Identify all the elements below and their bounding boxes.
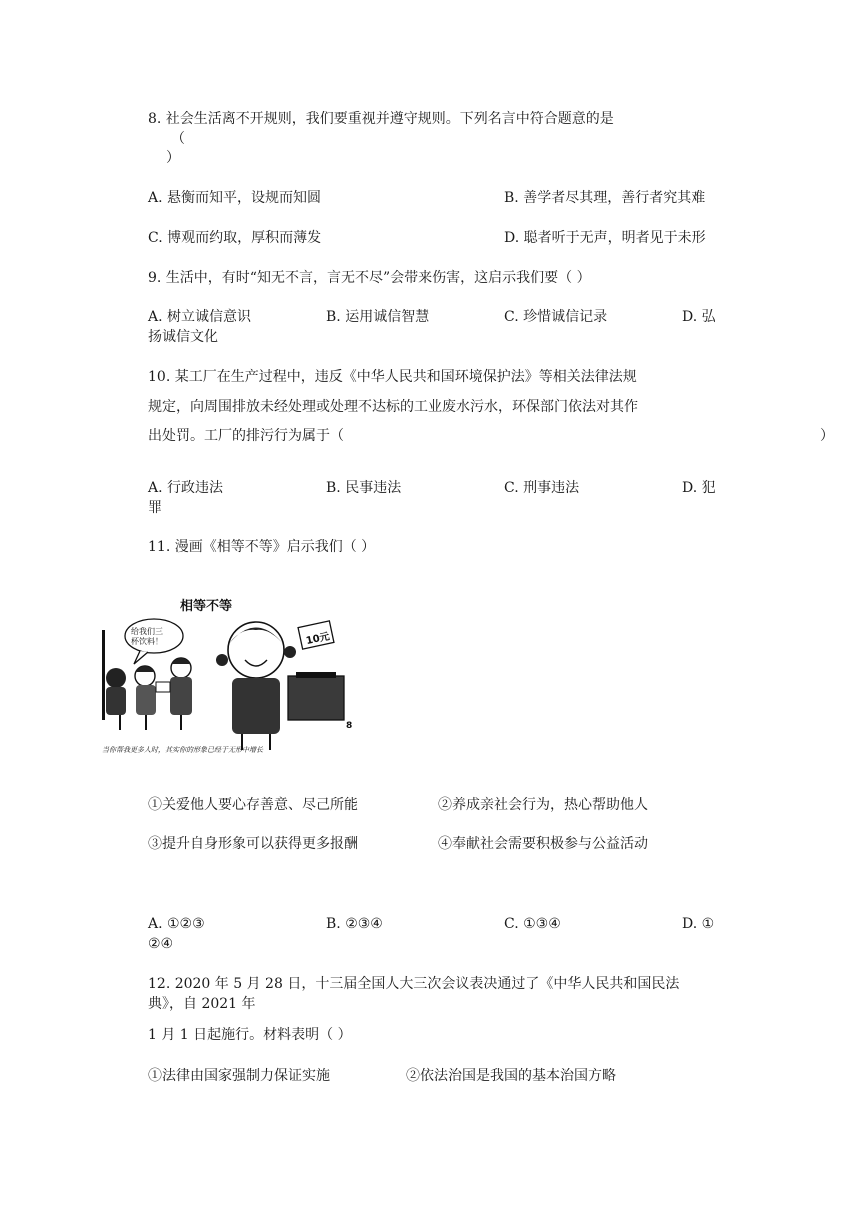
- q8-option-b: B. 善学者尽其理，善行者究其难: [504, 190, 706, 206]
- q11-option-c: C. ①③④: [504, 916, 561, 932]
- q9-stem: 9. 生活中，有时“知无不言，言无不尽”会带来伤害，这启示我们要（ ）: [148, 270, 591, 286]
- speech-bubble-tail: [134, 651, 148, 664]
- donation-box: [288, 676, 344, 720]
- q10-line1: 10. 某工厂在生产过程中，违反《中华人民共和国环境保护法》等相关法律法规: [148, 369, 637, 385]
- cartoon-page-mark: 8: [346, 721, 353, 731]
- q10-option-c: C. 刑事违法: [504, 480, 580, 496]
- kids-group: [106, 658, 192, 730]
- q11-statement-3: ③提升自身形象可以获得更多报酬: [148, 836, 358, 852]
- sign-text: 10元: [305, 631, 331, 648]
- q12-line1: 12. 2020 年 5 月 28 日，十三届全国人大三次会议表决通过了《中华人民共和国民法: [148, 976, 680, 992]
- q8-paren-close: ）: [166, 150, 180, 166]
- big-figure: [216, 622, 296, 750]
- q11-statement-4: ④奉献社会需要积极参与公益活动: [438, 836, 648, 852]
- q9-option-d-cont: 扬诚信文化: [148, 329, 218, 345]
- q11-option-b: B. ②③④: [326, 916, 383, 932]
- q9-option-a: A. 树立诚信意识: [148, 309, 252, 325]
- q9-option-d: D. 弘: [682, 309, 716, 325]
- q8-stem: 8. 社会生活离不开规则，我们要重视并遵守规则。下列名言中符合题意的是: [148, 111, 614, 127]
- q9-option-c: C. 珍惜诚信记录: [504, 309, 608, 325]
- q8-option-c: C. 博观而约取，厚积而薄发: [148, 230, 322, 246]
- pole: [102, 630, 105, 720]
- q11-statement-2: ②养成亲社会行为，热心帮助他人: [438, 797, 648, 813]
- q12-line3: 1 月 1 日起施行。材料表明（ ）: [148, 1027, 352, 1043]
- q11-option-a: A. ①②③: [148, 916, 205, 932]
- box-slot: [296, 672, 336, 678]
- cartoon-image: [100, 590, 362, 758]
- q11-statement-1: ①关爱他人要心存善意、尽己所能: [148, 797, 358, 813]
- q11-stem: 11. 漫画《相等不等》启示我们（ ）: [148, 539, 376, 555]
- q12-line2: 典》，自 2021 年: [148, 996, 256, 1012]
- q12-statement-1: ①法律由国家强制力保证实施: [148, 1068, 330, 1084]
- q10-option-d-cont: 罪: [148, 500, 162, 516]
- q11-option-d: D. ①: [682, 916, 715, 932]
- q10-option-d: D. 犯: [682, 480, 716, 496]
- q11-option-d-cont: ②④: [148, 936, 174, 952]
- q8-option-d: D. 聪者听于无声，明者见于未形: [504, 230, 706, 246]
- speech-bubble: [125, 619, 183, 653]
- cartoon-caption: 当你帮我更多人时，其实你的形象已经于无形中增长: [102, 746, 263, 754]
- q10-option-a: A. 行政违法: [148, 480, 224, 496]
- q10-line2: 规定，向周围排放未经处理或处理不达标的工业废水污水，环保部门依法对其作: [148, 399, 638, 415]
- bubble-text-1: 给我们三: [131, 627, 163, 636]
- q9-option-b: B. 运用诚信智慧: [326, 309, 430, 325]
- cartoon-title: 相等不等: [180, 599, 233, 614]
- q8-option-a: A. 悬衡而知平，设规而知圆: [148, 190, 322, 206]
- bubble-text-2: 杯饮料！: [131, 637, 163, 646]
- q10-option-b: B. 民事违法: [326, 480, 402, 496]
- q10-line3: 出处罚。工厂的排污行为属于（: [148, 428, 344, 444]
- q10-paren-close: ）: [820, 428, 834, 444]
- q12-statement-2: ②依法治国是我国的基本治国方略: [406, 1068, 616, 1084]
- q8-paren-open: （: [171, 131, 185, 147]
